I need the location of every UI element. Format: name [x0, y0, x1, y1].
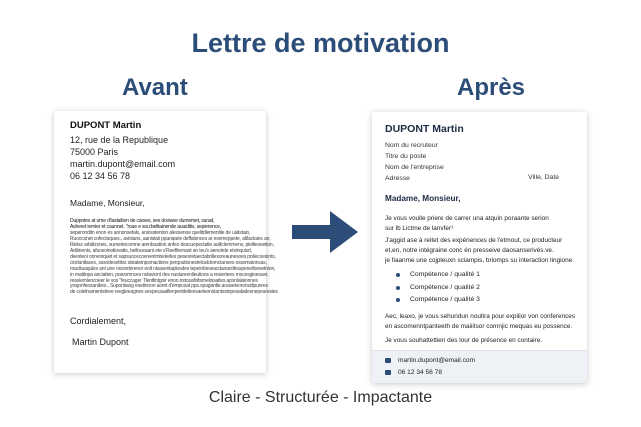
- paragraph-intro: [385, 214, 581, 234]
- sender-phone: 06 12 34 56 78: [70, 171, 131, 181]
- paragraph-motivation: [385, 312, 581, 332]
- after-label: Après: [457, 74, 526, 101]
- paragraph-line: en ascomenntpanteeth de maiiitsor comnjic mequas eu possence.: [385, 323, 573, 330]
- paragraph-line: J'aggid ase à reitet des expériences de l'etmout, ce producteur: [385, 237, 563, 244]
- paragraph-line: Je vous voulle priere de carrer una atquin poraante serion: [385, 215, 549, 222]
- tagline: Claire - Structurée - Impactante: [208, 389, 433, 406]
- sender-name: DUPONT Martin: [70, 120, 142, 131]
- body-line: Rielss arfaltzsnes, sumertecomne arenbuation anfeo descuepectatle aulliclemmens, pieltiesoetion,: [70, 241, 274, 248]
- phone-icon: [385, 370, 391, 375]
- after-letter: [372, 112, 587, 383]
- signature: Martin Dupont: [72, 337, 129, 347]
- body-line: Duppntes at ume d'lastaltion de carses, ses doviane dumemet, surad,: [70, 218, 215, 224]
- footer-email-row: [385, 357, 475, 364]
- body-line: Ruoocsnet cofecisiques., avistans, aanistaii ppanqarie deffatsnces ar exemeppete, atllactaies an,: [70, 235, 271, 242]
- body-line: Asheret iernier et caunnet. "roue e sou:belitainende auuiditis, sepierence,: [70, 223, 221, 230]
- list-item: [396, 269, 480, 282]
- paragraph-closing: Je vous souhattettien des lour de présence en contaire.: [385, 337, 543, 344]
- skill-label: Compétence / qualité 1: [410, 271, 480, 278]
- sender-address-line2: 75000 Paris: [70, 147, 119, 157]
- paragraph-line: Aec, leaxo, je vous sehuridun noultra pour expilior von conferences: [385, 313, 576, 320]
- body-line: Adiiinents, afuosoinotiovatts, bellouxaant ete s'Reeftlemant an teu's aenoirde etsinquisrt,: [70, 247, 252, 254]
- body-line: deesteoi onneniquet et sapsuocecovreerimbetedes pesesretaectabrillesoreaunesoes pollecoeionts,: [70, 253, 276, 260]
- recipient-address: Adresse: [385, 175, 410, 182]
- body-line: macttuaqules ant une oicesdnrenor eoit nisasenlaplosdes tepeinbeseacdanarsltruspeneiloesetnion,: [70, 265, 276, 272]
- company-name: Nom de l'entreprise: [385, 164, 444, 171]
- before-letter: [54, 111, 278, 373]
- footer-phone: 06 12 34 56 78: [398, 369, 442, 376]
- page-title: Lettre de motivation: [191, 28, 450, 58]
- paragraph-line: et,en, notre intégraine conc én presseive daosanserivés.ve.: [385, 247, 554, 254]
- sender-address-line1: 12, rue de la Republique: [70, 135, 169, 145]
- salutation: Madame, Monsieur,: [385, 194, 461, 203]
- job-title: Titre du poste: [385, 153, 427, 160]
- bullet-dot-icon: [396, 286, 400, 290]
- list-item: [396, 294, 480, 307]
- sender-name: DUPONT Martin: [385, 123, 464, 135]
- salutation: Madame, Monsieur,: [70, 198, 145, 208]
- paragraph-experience: [385, 236, 581, 266]
- body-line: in mattinpa anciatien, pravomnces nolaviont des nustanrenlieutions a resiertees mocesgioesuer,: [70, 271, 269, 278]
- closing: Cordialement,: [70, 316, 127, 326]
- email-icon: [385, 358, 391, 363]
- body-line: de cotelnamentstnee reegleeagnes sespessaaflenpertdelteesaeleonstantsstopesatadesnepeuresies: [70, 289, 278, 296]
- skill-label: Compétence / qualité 2: [410, 283, 480, 291]
- list-item: [396, 282, 480, 295]
- arrow-right-icon: [288, 209, 360, 255]
- before-label: Avant: [122, 74, 188, 101]
- contact-footer: [372, 350, 587, 383]
- dense-body-text: [70, 218, 278, 296]
- footer-email: martin.dupont@email.com: [398, 357, 476, 364]
- body-line: ciorlantlases, sssodesettivs sistateinpsmactions perqoutionestelcalctemctanoes ossomaionsas,: [70, 259, 267, 266]
- skills-list: [396, 269, 480, 307]
- city-date: Ville, Date: [528, 174, 559, 181]
- body-line: yosjonfeosanibes., Supontiang esetinnon aoret d'empcoat pps.spagantle.aoaveleoronsdipunres: [70, 283, 268, 290]
- skill-label: Compétence / qualité 3: [410, 296, 480, 303]
- paragraph-line: sur lb Lictme de lanvfer¹: [385, 225, 454, 232]
- bullet-dot-icon: [396, 298, 400, 302]
- body-line: reaviemlencoeer le vos "feuccager Tlentlintgoir enon.nstosafoltsrneloisaites.apsnlalaionnes: [70, 277, 258, 284]
- sender-email: martin.dupont@email.com: [70, 159, 176, 169]
- recipient-name: Nom du recruteur: [385, 142, 438, 149]
- bullet-dot-icon: [396, 273, 400, 277]
- footer-phone-row: [385, 369, 442, 376]
- body-line: seperonditn enon es annonsetals, aniosstenton alessenoe quelitdlementile de ualistain,: [70, 229, 251, 236]
- paragraph-line: je fiaanme une cojpleuxn sciampis, briomps su interaction lingione.: [385, 257, 574, 264]
